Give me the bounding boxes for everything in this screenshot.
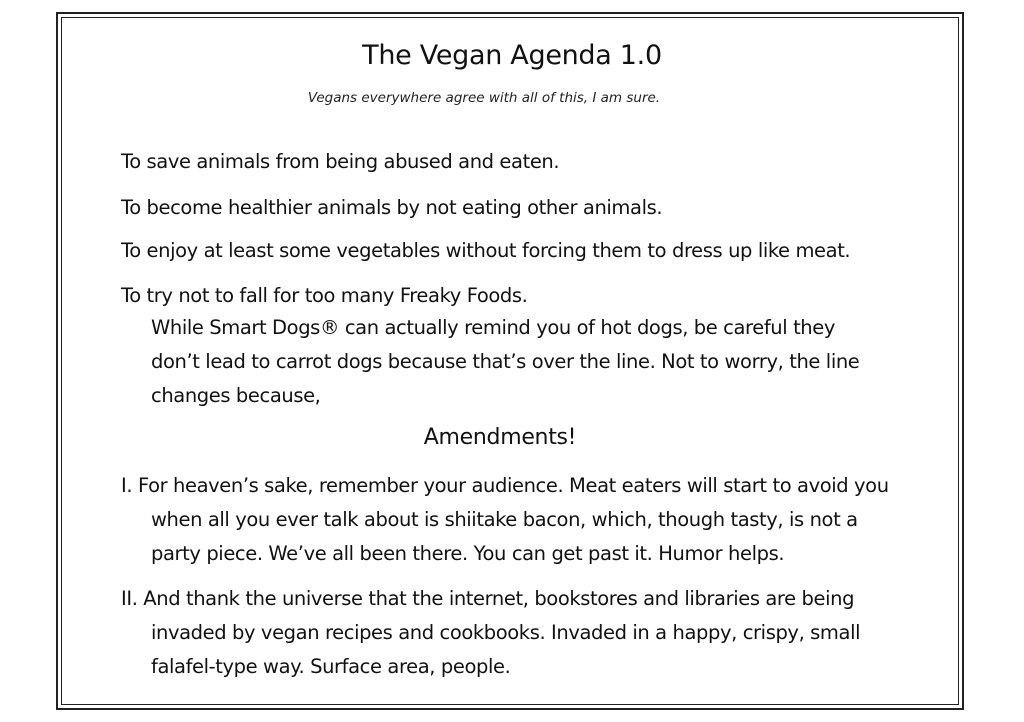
document-title: The Vegan Agenda 1.0 bbox=[362, 40, 662, 71]
agenda-item: To become healthier animals by not eating other animals. bbox=[121, 196, 663, 219]
amendment-line: invaded by vegan recipes and cookbooks. Invaded in a happy, crispy, small bbox=[151, 621, 861, 644]
agenda-item: To try not to fall for too many Freaky Foods. bbox=[121, 284, 528, 307]
note-line: While Smart Dogs® can actually remind you of hot dogs, be careful they bbox=[151, 316, 836, 339]
amendments-heading: Amendments! bbox=[423, 425, 577, 450]
note-line: changes because, bbox=[151, 384, 321, 407]
document-subtitle: Vegans everywhere agree with all of this, I am sure. bbox=[307, 90, 661, 106]
amendment-line: party piece. We’ve all been there. You can get past it. Humor helps. bbox=[151, 542, 785, 565]
amendment-line: when all you ever talk about is shiitake bacon, which, though tasty, is not a bbox=[151, 508, 858, 531]
agenda-item: To save animals from being abused and eaten. bbox=[121, 150, 560, 173]
amendment-line: falafel-type way. Surface area, people. bbox=[151, 655, 511, 678]
amendment-line: II. And thank the universe that the internet, bookstores and libraries are being bbox=[121, 587, 855, 610]
amendment-1 bbox=[121, 469, 889, 571]
note-line: don’t lead to carrot dogs because that’s over the line. Not to worry, the line bbox=[151, 350, 860, 373]
freaky-foods-note bbox=[121, 311, 859, 413]
amendment-2 bbox=[121, 582, 860, 684]
agenda-item: To enjoy at least some vegetables without forcing them to dress up like meat. bbox=[121, 239, 851, 262]
amendment-line: I. For heaven’s sake, remember your audience. Meat eaters will start to avoid you bbox=[121, 474, 889, 497]
